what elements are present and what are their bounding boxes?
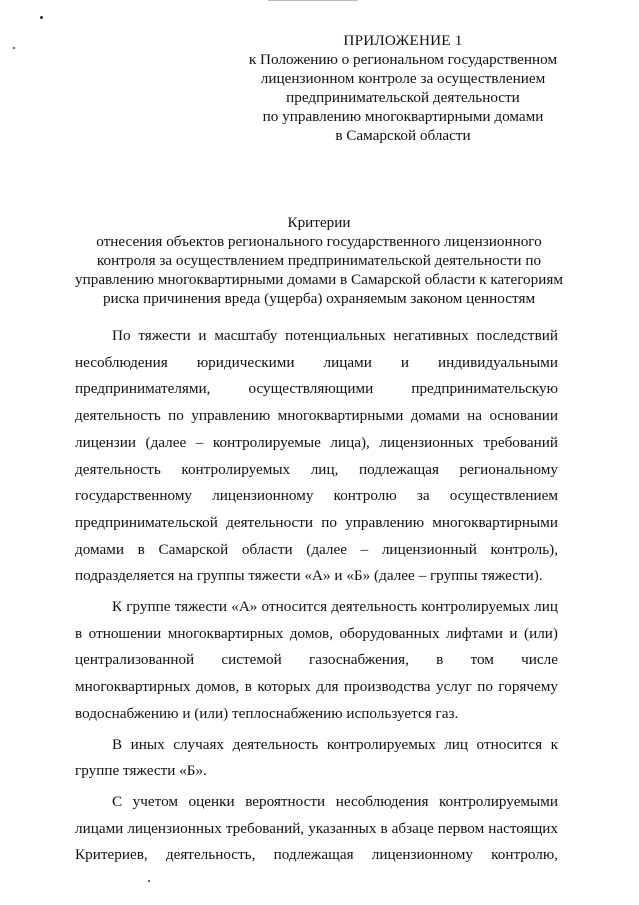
scan-speck [148, 880, 150, 882]
appendix-line: в Самарской области [335, 127, 471, 144]
criteria-title-block [64, 213, 574, 308]
criteria-subtitle-line: отнесения объектов регионального государственного лицензионного [96, 233, 542, 250]
scan-edge-line [268, 0, 358, 1]
appendix-line: к Положению о региональном государственном [248, 51, 558, 68]
body-paragraph: К группе тяжести «А» относится деятельность контролируемых лиц в отношении многоквартирных домов, оборудованных лифтами и (или) централизованной системой газоснабжения, в том числе многоквартирных домов, в которых для производства услуг по горячему водоснабжению и (или) теплоснабжению используется газ. [75, 598, 558, 722]
criteria-subtitle-line: контроля за осуществлением предпринимательской деятельности по [96, 252, 542, 269]
body-paragraph: По тяжести и масштабу потенциальных негативных последствий несоблюдения юридическими лицами и индивидуальными предпринимателями, осуществляющими предпринимательскую деятельность по управлению многоквартирными домами на основании лицензии (далее – контролируемые лица), лицензионных требований деятельность контролируемых лиц, подлежащая региональному государственному лицензионному контролю за осуществлением предпринимательской деятельности по управлению многоквартирными домами в Самарской области (далее – лицензионный контроль), подразделяется на группы тяжести «А» и «Б» (далее – группы тяжести). [75, 327, 558, 585]
appendix-header [238, 31, 568, 145]
criteria-subtitle-line: управлению многоквартирными домами в Самарской области к категориям [75, 271, 563, 288]
appendix-title: ПРИЛОЖЕНИЕ 1 [343, 32, 463, 49]
appendix-line: предпринимательской деятельности [286, 89, 520, 106]
scan-speck [40, 16, 43, 19]
appendix-line: лицензионном контроле за осуществлением [260, 70, 546, 87]
document-body [75, 323, 558, 869]
criteria-subtitle-line: риска причинения вреда (ущерба) охраняемым законом ценностям [102, 290, 536, 307]
criteria-heading: Критерии [287, 214, 351, 231]
appendix-line: по управлению многоквартирными домами [262, 108, 544, 125]
scan-speck [13, 47, 15, 49]
body-paragraph: В иных случаях деятельность контролируемых лиц относится к группе тяжести «Б». [75, 735, 558, 780]
body-paragraph: С учетом оценки вероятности несоблюдения контролируемыми лицами лицензионных требований, указанных в абзаце первом настоящих Критериев, деятельность, подлежащая лицензионному контролю, [75, 792, 558, 864]
